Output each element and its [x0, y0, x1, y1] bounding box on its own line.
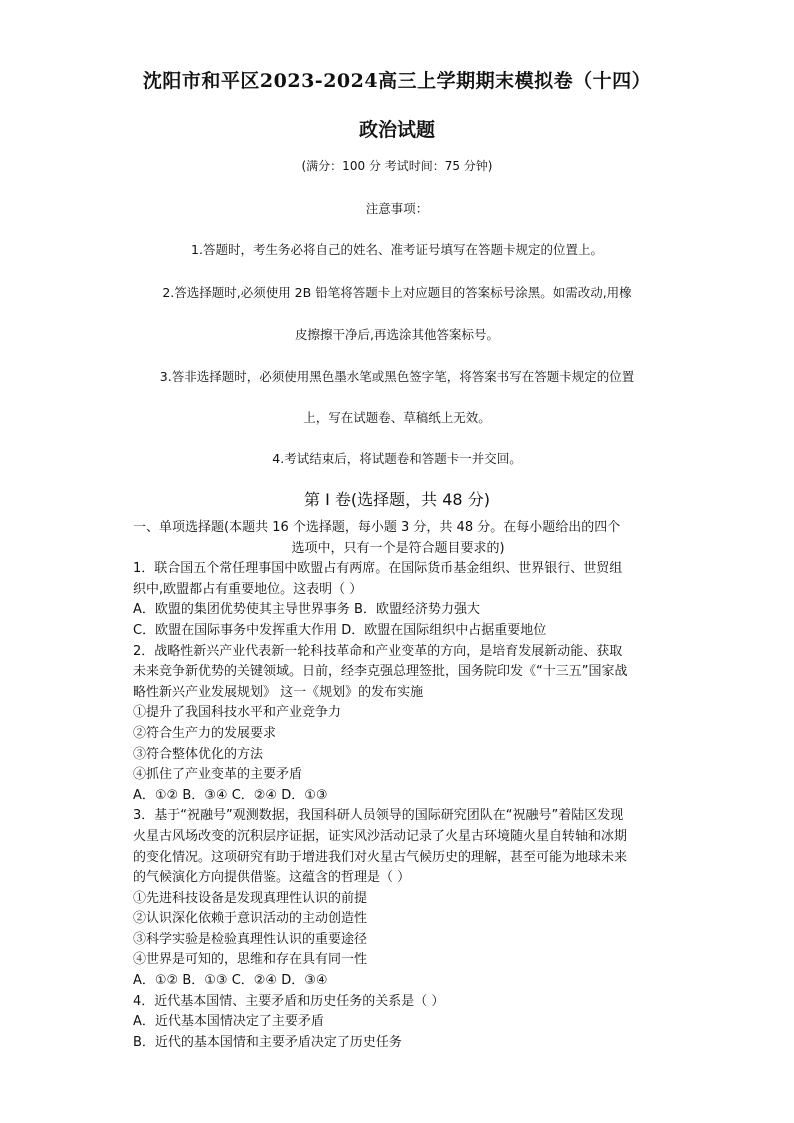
question-option: A．欧盟的集团优势使其主导世界事务 B．欧盟经济势力强大 [133, 602, 480, 618]
question-line: 4．近代基本国情、主要矛盾和历史任务的关系是（ ） [133, 993, 445, 1009]
question-statement: ③符合整体优化的方法 [133, 746, 264, 762]
question-statement: ①先进科技设备是发现真理性认识的前提 [133, 890, 368, 906]
question-option: A．①② B．①③ C．②④ D．③④ [133, 973, 328, 989]
notes-heading: 注意事项： [365, 201, 429, 216]
question-option: C．欧盟在国际事务中发挥重大作用 D．欧盟在国际组织中占据重要地位 [133, 622, 547, 638]
question-option: B．近代的基本国情和主要矛盾决定了历史任务 [133, 1034, 402, 1050]
question-line: 的气候演化方向提供借鉴。这蕴含的哲理是（ ） [133, 870, 411, 886]
question-line: 织中,欧盟都占有重要地位。这表明（ ） [133, 581, 363, 597]
question-line: 未来竞争新优势的关键领域。日前，经李克强总理签批，国务院印发《“十三五”国家战 [133, 664, 628, 680]
question-statement: ②认识深化依赖于意识活动的主动创造性 [133, 911, 368, 927]
note-line: 3.答非选择题时，必须使用黑色墨水笔或黑色签字笔，将答案书写在答题卡规定的位置 [159, 369, 635, 384]
question-statement: ②符合生产力的发展要求 [133, 725, 277, 741]
section-instruction: 一、单项选择题(本题共 16 个选择题，每小题 3 分，共 48 分。在每小题给出的四个 [133, 520, 621, 535]
question-line: 火星古风场改变的沉积层序证据，证实风沙活动记录了火星古环境随火星自转轴和冰期 [133, 828, 628, 844]
note-line: 4.考试结束后，将试题卷和答题卡一并交回。 [272, 451, 522, 466]
question-line: 略性新兴产业发展规划》 这一《规划》的发布实施 [133, 684, 424, 700]
exam-title: 沈阳市和平区2023-2024高三上学期期末模拟卷（十四） [142, 70, 652, 92]
question-option: A．近代基本国情决定了主要矛盾 [133, 1014, 324, 1030]
question-body [133, 518, 663, 1053]
question-line: 2．战略性新兴产业代表新一轮科技革命和产业变革的方向，是培育发展新动能、获取 [133, 643, 623, 659]
question-line: 1．联合国五个常任理事国中欧盟占有两席。在国际货币基金组织、世界银行、世贸组 [133, 561, 623, 577]
exam-subject: 政治试题 [358, 119, 435, 141]
exam-meta: (满分：100 分 考试时间：75 分钟) [301, 159, 493, 173]
note-line: 上，写在试题卷、草稿纸上无效。 [303, 410, 491, 425]
section-instruction: 选项中，只有一个是符合题目要求的) [291, 540, 505, 556]
question-statement: ④抓住了产业变革的主要矛盾 [133, 767, 303, 783]
note-line: 皮擦擦干净后,再选涂其他答案标号。 [295, 327, 499, 342]
question-line: 3．基于“祝融号”观测数据，我国科研人员领导的国际研究团队在“祝融号”着陆区发现 [133, 808, 624, 824]
question-statement: ①提升了我国科技水平和产业竞争力 [133, 705, 342, 721]
section-heading: 第 Ⅰ 卷(选择题，共 48 分) [304, 490, 490, 509]
question-option: A．①② B．③④ C．②④ D．①③ [133, 787, 328, 803]
question-statement: ③科学实验是检验真理性认识的重要途径 [133, 931, 368, 947]
note-line: 1.答题时，考生务必将自己的姓名、准考证号填写在答题卡规定的位置上。 [191, 242, 603, 257]
note-line: 2.答选择题时,必须使用 2B 铅笔将答题卡上对应题目的答案标号涂黑。如需改动,用橡 [162, 285, 632, 300]
question-line: 的变化情况。这项研究有助于增进我们对火星古气候历史的理解，甚至可能为地球未来 [133, 849, 628, 865]
question-statement: ④世界是可知的，思维和存在具有同一性 [133, 952, 368, 968]
